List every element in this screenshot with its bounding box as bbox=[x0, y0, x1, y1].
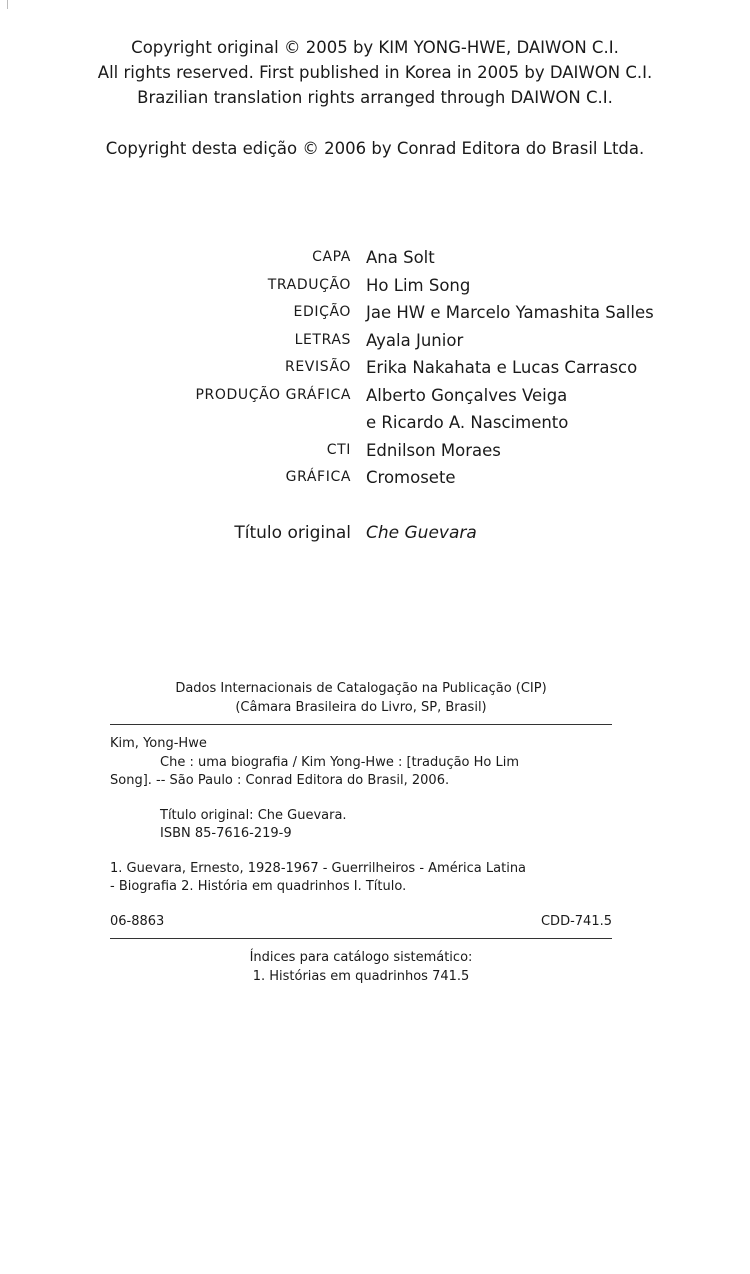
classification-row bbox=[110, 913, 612, 932]
cip-subjects: - Biografia 2. História em quadrinhos I. Título. bbox=[110, 879, 407, 894]
credit-name: e Ricardo A. Nascimento bbox=[366, 413, 569, 432]
divider bbox=[110, 724, 612, 725]
index-block bbox=[110, 949, 612, 986]
cip-cdd: CDD-741.5 bbox=[540, 913, 612, 929]
credit-role: LETRAS bbox=[294, 331, 351, 348]
credit-name: Jae HW e Marcelo Yamashita Salles bbox=[366, 303, 654, 322]
cip-author: Kim, Yong-Hwe bbox=[110, 736, 207, 751]
copyright-block bbox=[0, 35, 750, 161]
original-title-row bbox=[0, 519, 750, 547]
credit-role: TRADUÇÃO bbox=[267, 276, 351, 293]
credit-role: CTI bbox=[326, 441, 351, 458]
index-title: Índices para catálogo sistemático: bbox=[249, 950, 473, 965]
credit-name: Alberto Gonçalves Veiga bbox=[366, 385, 568, 405]
credit-role: EDIÇÃO bbox=[293, 304, 351, 320]
credit-row bbox=[0, 299, 750, 327]
credit-role: CAPA bbox=[312, 249, 351, 265]
credit-row bbox=[0, 437, 750, 465]
divider bbox=[110, 938, 612, 939]
credit-name: Ayala Junior bbox=[366, 330, 464, 350]
credit-name: Ho Lim Song bbox=[366, 275, 471, 295]
cip-subjects: 1. Guevara, Ernesto, 1928-1967 - Guerrilheiros - América Latina bbox=[110, 860, 527, 876]
cip-description: Che : uma biografia / Kim Yong-Hwe : [tradução Ho Lim bbox=[160, 754, 520, 770]
credit-row bbox=[0, 382, 750, 410]
cip-header bbox=[110, 680, 612, 717]
credit-name: Ednilson Moraes bbox=[366, 440, 501, 460]
copyright-line: All rights reserved. First published in Korea in 2005 by DAIWON C.I. bbox=[97, 63, 653, 82]
cip-header-line: Dados Internacionais de Catalogação na Publicação (CIP) bbox=[175, 681, 547, 696]
cip-block bbox=[110, 680, 612, 986]
credit-row bbox=[0, 464, 750, 492]
copyright-line: Brazilian translation rights arranged through DAIWON C.I. bbox=[137, 88, 613, 107]
credit-role: GRÁFICA bbox=[285, 469, 351, 485]
original-title-label: Título original bbox=[234, 522, 351, 543]
credits-block bbox=[0, 244, 750, 547]
index-item: 1. Histórias em quadrinhos 741.5 bbox=[252, 968, 470, 984]
credit-role: REVISÃO bbox=[285, 359, 351, 375]
credit-row bbox=[0, 244, 750, 272]
credit-row bbox=[0, 272, 750, 300]
credit-role: PRODUÇÃO GRÁFICA bbox=[195, 386, 351, 403]
original-title-value: Che Guevara bbox=[366, 522, 477, 543]
credit-name: Erika Nakahata e Lucas Carrasco bbox=[366, 358, 638, 377]
credit-row bbox=[0, 354, 750, 382]
cip-description: Song]. -- São Paulo : Conrad Editora do Brasil, 2006. bbox=[110, 773, 450, 788]
copyright-line: Copyright original © 2005 by KIM YONG-HWE, DAIWON C.I. bbox=[131, 38, 619, 57]
cip-original-title: Título original: Che Guevara. bbox=[160, 807, 347, 823]
cip-header-line: (Câmara Brasileira do Livro, SP, Brasil) bbox=[235, 699, 487, 715]
cip-number: 06-8863 bbox=[110, 913, 165, 929]
credit-row bbox=[0, 327, 750, 355]
credit-name: Ana Solt bbox=[366, 248, 435, 267]
corner-mark bbox=[7, 0, 8, 9]
credit-name: Cromosete bbox=[366, 468, 456, 487]
credit-row bbox=[0, 409, 750, 437]
cip-isbn: ISBN 85-7616-219-9 bbox=[160, 826, 292, 841]
edition-copyright: Copyright desta edição © 2006 by Conrad Editora do Brasil Ltda. bbox=[105, 139, 645, 158]
